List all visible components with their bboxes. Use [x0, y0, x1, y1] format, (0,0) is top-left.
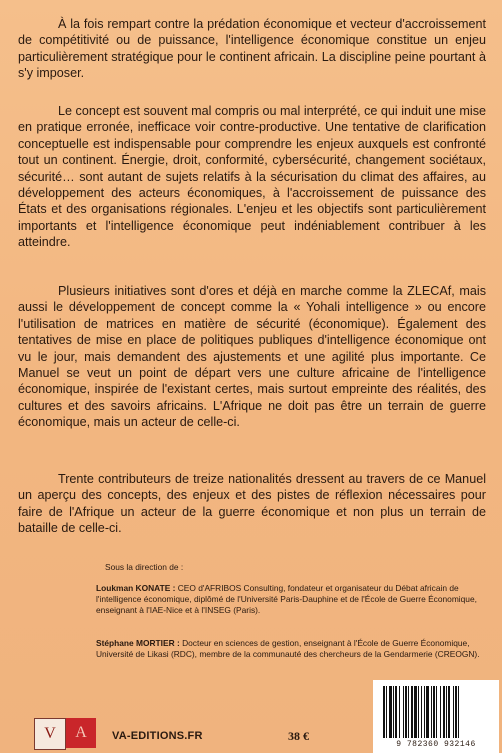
author-name: Loukman KONATE :: [96, 583, 176, 593]
direction-label: Sous la direction de :: [105, 562, 184, 572]
paragraph-2-text: Le concept est souvent mal compris ou mal interprété, ce qui induit une mise en pratique erronée, inefficace voir contre-productive. Une tentative de clarification conceptuelle est indispensable pour comprendre les enjeux auxquels est confronté tout un continent. Énergie, droit, conformité, cybersécurité, changement sociétaux, sécurité… sont autant de sujets relatifs à la sécurisation du climat des affaires, au développement des acteurs économiques, à l'accroissement de puissance des États et des organisations régionales. L'enjeu et les objectifs sont particulièrement importants et l'intelligence économique peut indéniablement contribuer à les atteindre.: [18, 104, 486, 250]
author-bio-mortier: [96, 638, 484, 660]
barcode-bar: [431, 686, 432, 738]
paragraph-3-text: Plusieurs initiatives sont d'ores et déjà en marche comme la ZLECAf, mais aussi le développement de concept comme la « Yohali intelligence » ou encore l'utilisation de matrices en matière de sécurité (économique). Également des tentatives de mise en place de politiques publiques d'intelligence économique ont vu le jour, mais demandent des ajustements et une agilité plus importante. Ce Manuel se veut un point de départ vers une culture africaine de l'intelligence économique, inspirée de l'existant certes, mais surtout empreinte des réalités, des cultures et des savoirs africains. L'Afrique ne doit pas être un terrain de guerre économique, mais un acteur de celle-ci.: [18, 284, 486, 430]
barcode-bar: [386, 686, 387, 738]
paragraph-2: [18, 103, 486, 251]
barcode-bar: [414, 686, 417, 738]
barcode-bar: [433, 686, 435, 738]
barcode-bar: [399, 686, 400, 738]
price: 38 €: [288, 729, 309, 743]
publisher-logo: [0, 712, 100, 753]
barcode-bar: [395, 686, 397, 738]
logo-letter-a: A: [66, 718, 96, 748]
publisher-website: VA-EDITIONS.FR: [112, 730, 203, 742]
barcode-bar: [424, 686, 425, 738]
barcode-bar: [436, 686, 437, 738]
barcode-bar: [383, 686, 385, 738]
barcode-bar: [426, 686, 429, 738]
paragraph-1: [18, 16, 486, 82]
barcode-bar: [405, 686, 407, 738]
barcode-icon: [381, 686, 491, 738]
isbn-number: 9 782360 932146: [396, 740, 476, 749]
barcode-bar: [411, 686, 413, 738]
paragraph-4: [18, 471, 486, 537]
paragraph-3: [18, 283, 486, 431]
paragraph-1-text: À la fois rempart contre la prédation économique et vecteur d'accroissement de compétitivité ou de puissance, l'intelligence économique constitue un enjeu particulièrement stratégique pour le continent africain. La discipline peine pourtant à s'y imposer.: [18, 17, 486, 81]
barcode-bar: [389, 686, 392, 738]
author-bio-text: Docteur en sciences de gestion, enseignant à l'École de Guerre Économique, Université de Likasi (RDC), membre de la communauté des chercheurs de la Gendarmerie (CREOGN).: [96, 638, 480, 659]
barcode-bar: [440, 686, 441, 738]
barcode-bar: [453, 686, 454, 738]
barcode-panel: [373, 680, 499, 753]
barcode-bar: [408, 686, 409, 738]
barcode-bar: [455, 686, 457, 738]
author-bio-konate: [96, 583, 484, 616]
barcode-bar: [443, 686, 445, 738]
barcode-bar: [448, 686, 450, 738]
barcode-bar: [418, 686, 419, 738]
barcode-bar: [446, 686, 447, 738]
logo-letter-v: V: [34, 718, 66, 750]
barcode-bar: [458, 686, 459, 738]
author-bio-text: CEO d'AFRIBOS Consulting, fondateur et organisateur du Débat africain de l'intelligence économique, diplômé de l'Université Paris-Dauphine et de l'École de Guerre Économique, enseignant à l'IAE-Nice et à l'INSEG (Paris).: [96, 583, 477, 615]
barcode-bar: [403, 686, 404, 738]
barcode-bar: [393, 686, 394, 738]
author-name: Stéphane MORTIER :: [96, 638, 180, 648]
barcode-bar: [421, 686, 422, 738]
paragraph-4-text: Trente contributeurs de treize nationalités dressent au travers de ce Manuel un aperçu des concepts, des enjeux et des pistes de réflexion nécessaires pour faire de l'Afrique un acteur de la guerre économique et non plus un terrain de bataille de celle-ci.: [18, 472, 486, 536]
